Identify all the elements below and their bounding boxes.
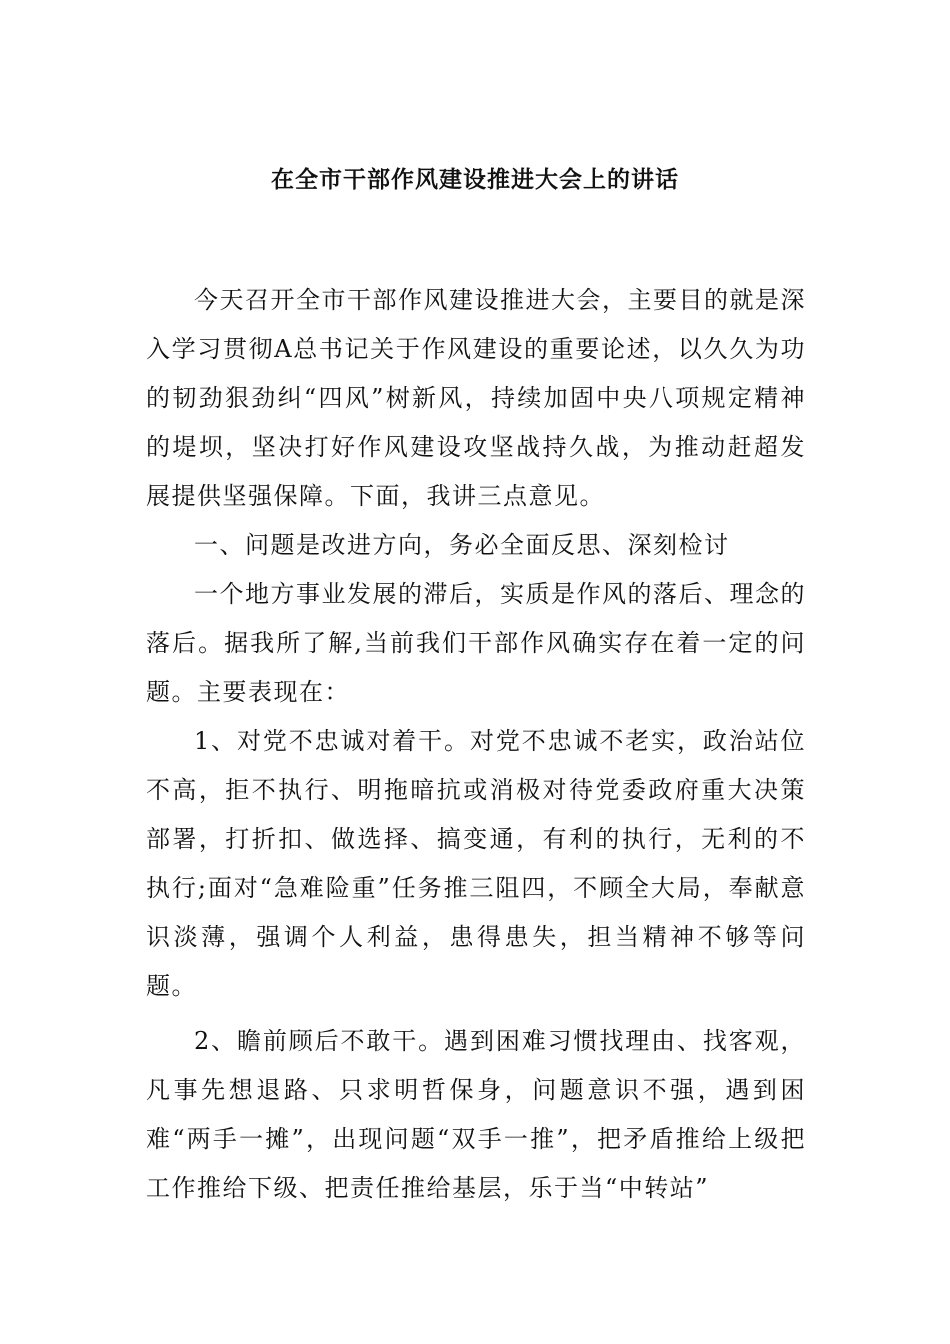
document-body bbox=[146, 276, 806, 1213]
paragraph-problems: 一个地方事业发展的滞后，实质是作风的落后、理念的落后。据我所了解,当前我们干部作风确实存在着一定的问题。主要表现在： bbox=[146, 580, 806, 706]
section-heading-1: 一、问题是改进方向，务必全面反思、深刻检讨 bbox=[194, 531, 730, 559]
paragraph-item-2: 2、瞻前顾后不敢干。遇到困难习惯找理由、找客观，凡事先想退路、只求明哲保身，问题意识不强，遇到困难“两手一摊”，出现问题“双手一推”，把矛盾推给上级把工作推给下级、把责任推给基层，乐于当“中转站” bbox=[146, 1027, 806, 1202]
document-title: 在全市干部作风建设推进大会上的讲话 bbox=[271, 166, 679, 193]
paragraph-item-1: 1、对党不忠诚对着干。对党不忠诚不老实，政治站位不高，拒不执行、明拖暗抗或消极对待党委政府重大决策部署，打折扣、做选择、搞变通，有利的执行，无利的不执行;面对“急难险重”任务推三阻四，不顾全大局，奉献意识淡薄，强调个人利益，患得患失，担当精神不够等问题。 bbox=[146, 727, 806, 1000]
paragraph-intro: 今天召开全市干部作风建设推进大会，主要目的就是深入学习贯彻A总书记关于作风建设的重要论述，以久久为功的韧劲狠劲纠“四风”树新风，持续加固中央八项规定精神的堤坝，坚决打好作风建设攻坚战持久战，为推动赶超发展提供坚强保障。下面，我讲三点意见。 bbox=[146, 286, 806, 510]
